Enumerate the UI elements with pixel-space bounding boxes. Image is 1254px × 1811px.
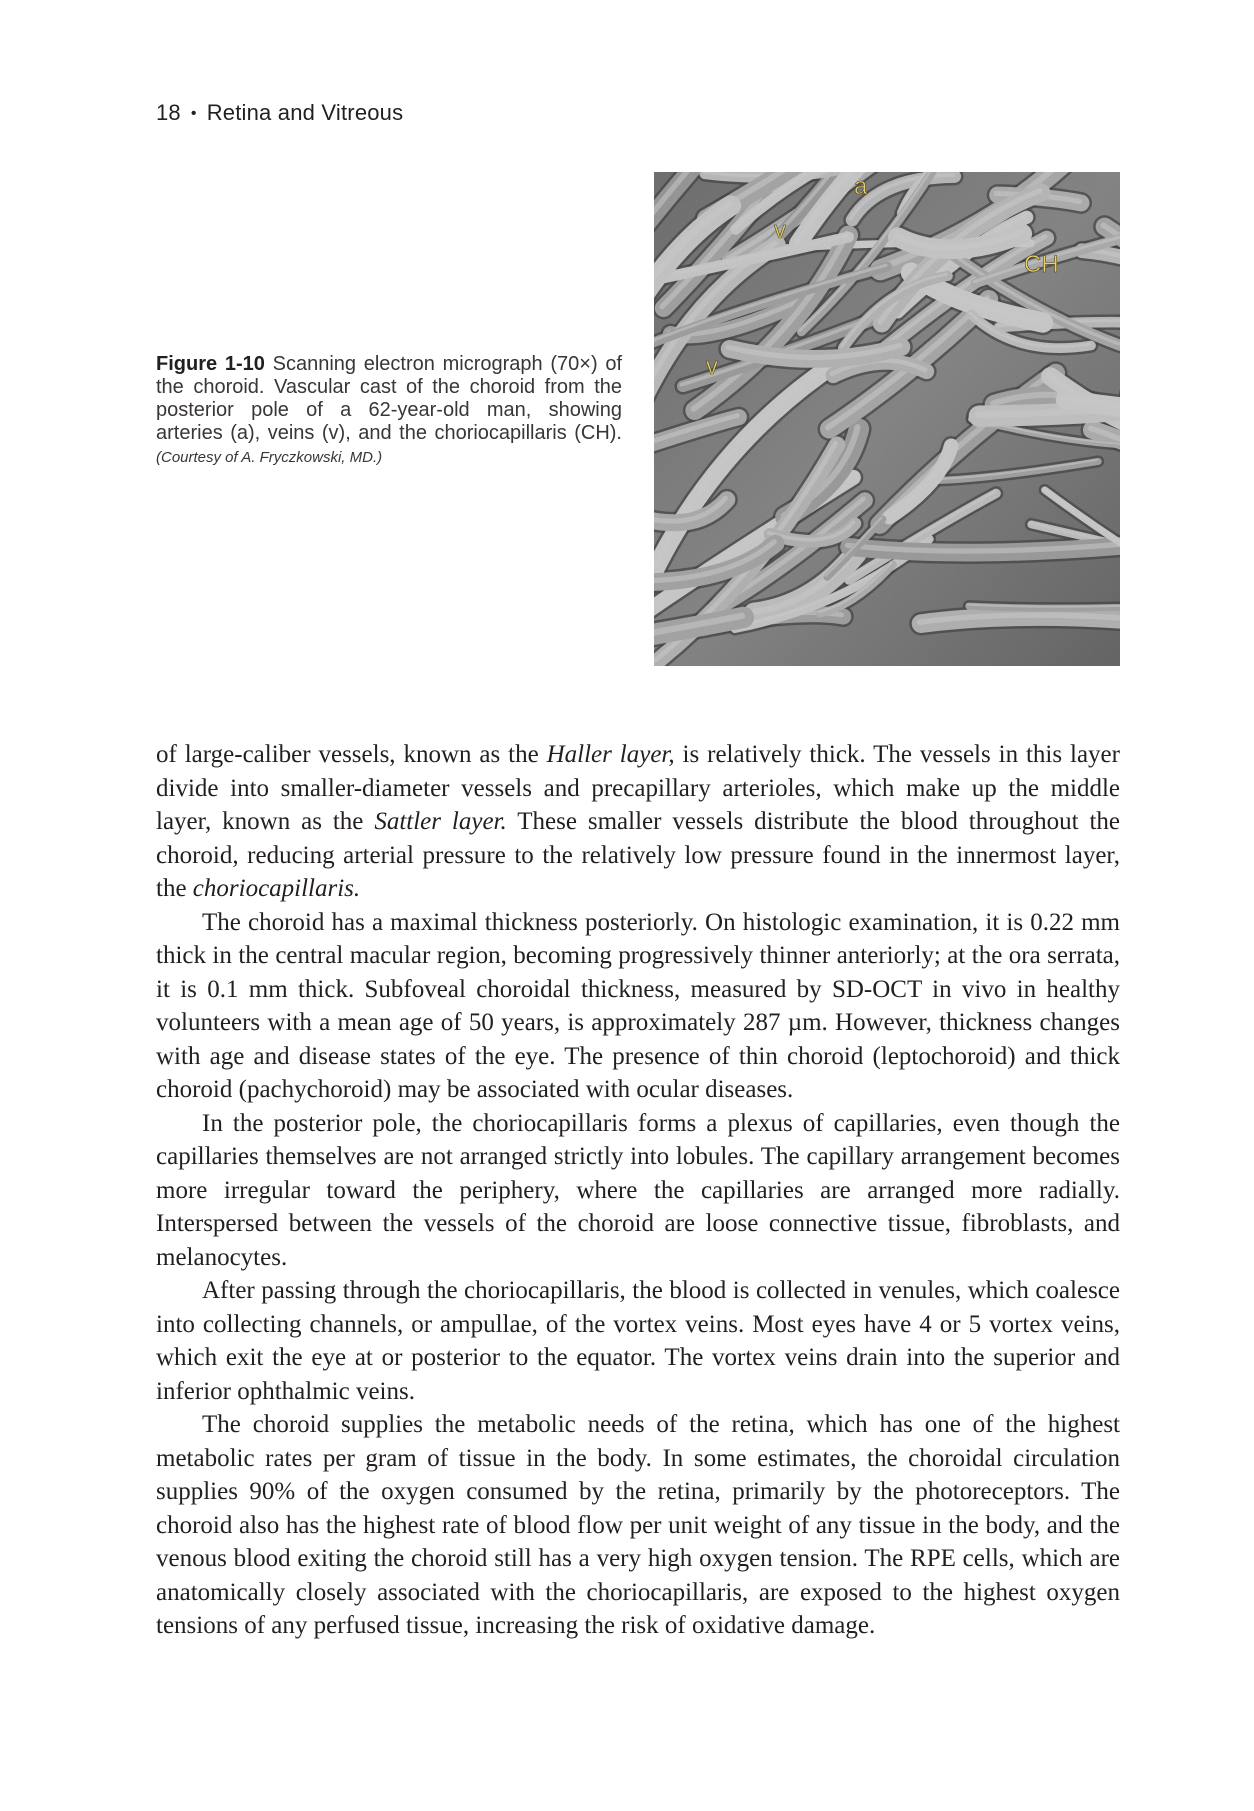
figure-label: Figure 1-10	[156, 353, 265, 375]
term-sattler-layer: Sattler layer.	[374, 808, 507, 835]
figure-caption	[156, 353, 622, 469]
p1-text-a: of large-caliber vessels, known as the	[156, 741, 547, 768]
micrograph-grain	[654, 172, 1120, 666]
running-head-bullet: •	[190, 105, 197, 122]
running-head	[156, 100, 403, 126]
label-vein-upper: v	[774, 217, 786, 244]
term-choriocapillaris: choriocapillaris.	[192, 875, 361, 902]
body-text	[156, 738, 1120, 1643]
p1-text-b: is relatively thick. The vessels in this layer divide into smaller-diameter vessels and precapillary arterioles, which make up the middle layer, known as the	[156, 741, 1120, 835]
paragraph-1	[156, 738, 1120, 906]
paragraph-2: The choroid has a maximal thickness posteriorly. On histologic examination, it is 0.22 mm thick in the central macular region, becoming progressively thinner anteriorly; at the ora serrata, it is 0.1 mm thick. Subfoveal choroidal thickness, measured by SD-OCT in vivo in healthy volunteers with a mean age of 50 years, is approximately 287 µm. However, thickness changes with age and disease states of the eye. The presence of thin choroid (leptochoroid) and thick choroid (pachychoroid) may be associated with ocular diseases.	[156, 908, 1120, 1103]
figure-credit: (Courtesy of A. Fryczkowski, MD.)	[156, 449, 383, 466]
choroid-micrograph	[654, 172, 1120, 666]
term-haller-layer: Haller layer,	[546, 741, 675, 768]
page-number: 18	[156, 100, 181, 125]
label-choriocapillaris: CH	[1024, 251, 1059, 278]
p1-text-c: These smaller vessels distribute the blood throughout the choroid, reducing arterial pressure to the relatively low pressure found in the innermost layer, the	[156, 808, 1120, 902]
micrograph-image	[654, 172, 1120, 666]
paragraph-5: The choroid supplies the metabolic needs of the retina, which has one of the highest metabolic rates per gram of tissue in the body. In some estimates, the choroidal circulation supplies 90% of the oxygen consumed by the retina, primarily by the photoreceptors. The choroid also has the highest rate of blood flow per unit weight of any tissue in the body, and the venous blood exiting the choroid still has a very high oxygen tension. The RPE cells, which are anatomically closely associated with the choriocapillaris, are exposed to the highest oxygen tensions of any perfused tissue, increasing the risk of oxidative damage.	[156, 1411, 1120, 1639]
paragraph-4: After passing through the choriocapillaris, the blood is collected in venules, which coalesce into collecting channels, or ampullae, of the vortex veins. Most eyes have 4 or 5 vortex veins, which exit the eye at or posterior to the equator. The vortex veins drain into the superior and inferior ophthalmic veins.	[156, 1277, 1120, 1405]
figure-caption-text: Scanning electron micrograph (70×) of the choroid. Vascular cast of the choroid from the posterior pole of a 62-year-old man, showing arteries (a), veins (v), and the choriocapillaris (CH).	[156, 353, 623, 444]
paragraph-3: In the posterior pole, the choriocapillaris forms a plexus of capillaries, even though the capillaries themselves are not arranged strictly into lobules. The capillary arrangement becomes more irregular toward the periphery, where the capillaries are arranged more radially. Interspersed between the vessels of the choroid are loose connective tissue, fibroblasts, and melanocytes.	[156, 1109, 1120, 1271]
label-artery: a	[854, 173, 868, 200]
label-vein-left: v	[706, 353, 718, 380]
running-head-title: Retina and Vitreous	[206, 100, 404, 125]
